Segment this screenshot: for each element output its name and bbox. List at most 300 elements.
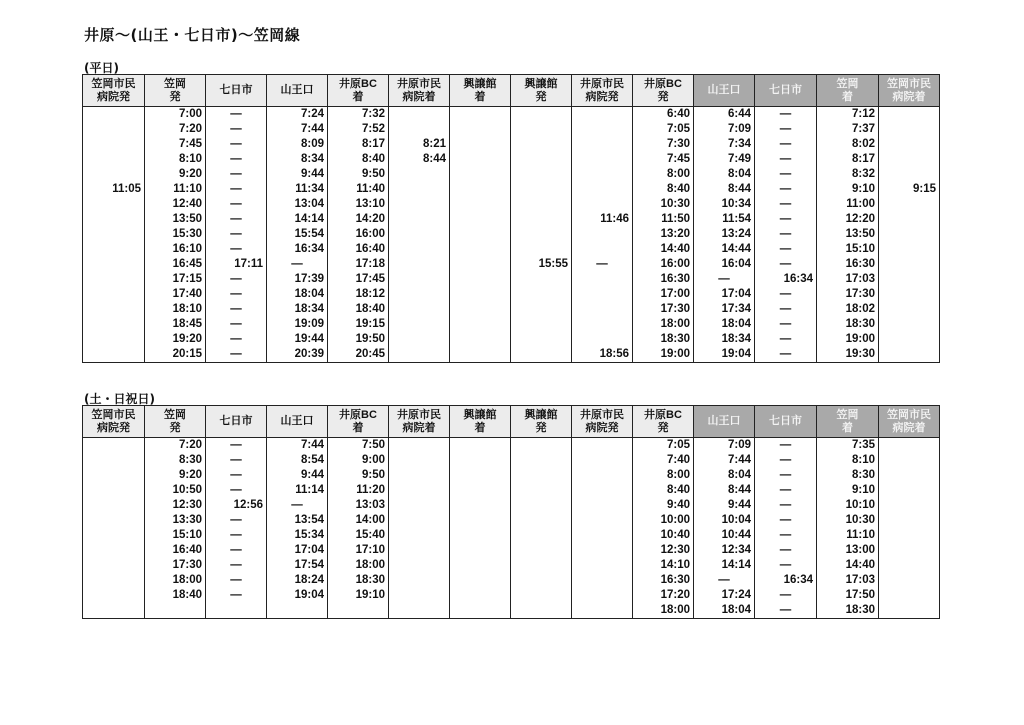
table-cell: 19:00	[817, 332, 879, 347]
table-cell	[572, 227, 633, 242]
table-cell	[450, 573, 511, 588]
column-header	[206, 406, 267, 438]
table-cell: 8:09	[267, 137, 328, 152]
table-cell	[450, 558, 511, 573]
table-cell	[389, 107, 450, 123]
column-header-line: 着	[842, 421, 853, 434]
table-cell: 17:10	[328, 543, 389, 558]
table-cell: 16:04	[694, 257, 755, 272]
table-cell: —	[755, 483, 817, 498]
table-cell: —	[206, 152, 267, 167]
table-cell: —	[206, 122, 267, 137]
table-cell: 18:34	[267, 302, 328, 317]
table-row	[83, 137, 940, 152]
table-cell: 17:15	[145, 272, 206, 287]
table-cell	[450, 152, 511, 167]
column-header	[145, 406, 206, 438]
table-cell: 15:30	[145, 227, 206, 242]
table-cell: 11:10	[145, 182, 206, 197]
table-cell	[450, 167, 511, 182]
table-cell	[511, 603, 572, 619]
table-cell	[879, 513, 940, 528]
table-cell: 7:05	[633, 438, 694, 454]
table-row	[83, 302, 940, 317]
table-row	[83, 122, 940, 137]
table-row	[83, 272, 940, 287]
table-cell: 7:45	[145, 137, 206, 152]
table-cell: 9:44	[267, 468, 328, 483]
table-cell: —	[755, 242, 817, 257]
table-cell	[83, 603, 145, 619]
table-cell	[511, 453, 572, 468]
table-cell: 18:04	[694, 317, 755, 332]
table-cell	[83, 588, 145, 603]
table-cell: 11:00	[817, 197, 879, 212]
table-cell	[83, 483, 145, 498]
table-row	[83, 573, 940, 588]
table-cell	[879, 558, 940, 573]
table-cell: 8:34	[267, 152, 328, 167]
table-cell: —	[267, 257, 328, 272]
table-cell	[572, 152, 633, 167]
table-cell: 17:39	[267, 272, 328, 287]
table-row	[83, 287, 940, 302]
table-cell	[511, 197, 572, 212]
table-cell	[389, 558, 450, 573]
table-cell	[879, 137, 940, 152]
table-cell	[450, 588, 511, 603]
table-cell: 18:00	[328, 558, 389, 573]
column-header-line: 発	[169, 421, 181, 434]
table-cell	[572, 167, 633, 182]
table-row	[83, 257, 940, 272]
table-cell: —	[206, 317, 267, 332]
column-header-line: 井原市民	[580, 77, 624, 90]
table-cell: 17:30	[633, 302, 694, 317]
table-cell: 17:04	[267, 543, 328, 558]
table-cell: 8:40	[328, 152, 389, 167]
column-header	[206, 75, 267, 107]
column-header	[572, 75, 633, 107]
header-row	[83, 406, 940, 438]
table-cell	[450, 302, 511, 317]
table-cell	[83, 167, 145, 182]
table-cell: 19:04	[694, 347, 755, 363]
table-cell: 14:20	[328, 212, 389, 227]
table-cell	[389, 347, 450, 363]
table-cell	[450, 227, 511, 242]
table-cell: 7:35	[817, 438, 879, 454]
table-cell: 7:44	[267, 438, 328, 454]
column-header	[572, 406, 633, 438]
table-cell: 7:45	[633, 152, 694, 167]
table-cell	[879, 317, 940, 332]
table-cell: —	[206, 528, 267, 543]
table-cell: 18:30	[817, 317, 879, 332]
table-cell: —	[755, 498, 817, 513]
table-cell: 10:04	[694, 513, 755, 528]
table-cell: 9:10	[817, 182, 879, 197]
table-cell	[450, 528, 511, 543]
table-cell	[572, 137, 633, 152]
table-cell: 11:46	[572, 212, 633, 227]
table-cell: —	[755, 588, 817, 603]
table-cell: 18:04	[267, 287, 328, 302]
table-cell: 18:12	[328, 287, 389, 302]
table-cell	[206, 603, 267, 619]
column-header-line: 七日市	[769, 84, 802, 96]
table-cell	[511, 167, 572, 182]
table-cell: 13:50	[817, 227, 879, 242]
column-header	[328, 75, 389, 107]
table-cell	[879, 302, 940, 317]
column-header	[633, 75, 694, 107]
column-header-line: 興譲館	[524, 408, 558, 421]
table-cell: 8:54	[267, 453, 328, 468]
table-cell: —	[755, 197, 817, 212]
table-cell	[450, 287, 511, 302]
table-cell: 11:10	[817, 528, 879, 543]
table-cell: —	[206, 287, 267, 302]
table-cell	[511, 182, 572, 197]
table-cell	[389, 227, 450, 242]
table-row	[83, 543, 940, 558]
table-row	[83, 603, 940, 619]
table-cell: —	[206, 483, 267, 498]
table-cell: —	[206, 167, 267, 182]
table-row	[83, 498, 940, 513]
table-cell	[389, 257, 450, 272]
column-header	[450, 75, 511, 107]
column-header-line: 七日市	[219, 415, 253, 427]
table-cell: 18:30	[633, 332, 694, 347]
table-cell: 13:00	[817, 543, 879, 558]
weekday-timetable	[82, 74, 940, 363]
table-cell: 20:15	[145, 347, 206, 363]
table-cell: 8:10	[145, 152, 206, 167]
table-cell	[83, 257, 145, 272]
table-cell	[879, 197, 940, 212]
table-cell	[511, 543, 572, 558]
table-cell	[389, 573, 450, 588]
table-cell: 17:50	[817, 588, 879, 603]
column-header-line: 山王口	[280, 415, 314, 427]
table-cell: 12:56	[206, 498, 267, 513]
table-cell	[83, 122, 145, 137]
table-cell	[389, 182, 450, 197]
table-cell	[879, 468, 940, 483]
table-cell	[511, 498, 572, 513]
table-cell	[511, 347, 572, 363]
table-cell: 7:52	[328, 122, 389, 137]
table-cell: —	[755, 528, 817, 543]
table-cell: 9:50	[328, 167, 389, 182]
column-header-line: 病院着	[402, 421, 436, 434]
column-header	[389, 406, 450, 438]
table-cell	[879, 257, 940, 272]
table-cell	[511, 152, 572, 167]
table-cell: 20:45	[328, 347, 389, 363]
table-cell: 13:10	[328, 197, 389, 212]
table-cell	[389, 197, 450, 212]
column-header-line: 着	[842, 90, 853, 103]
column-header-line: 笠岡市民	[887, 408, 931, 421]
column-header-line: 病院発	[97, 90, 130, 103]
table-cell	[572, 558, 633, 573]
table-cell	[450, 603, 511, 619]
table-cell: 14:14	[694, 558, 755, 573]
table-cell	[389, 468, 450, 483]
table-cell	[879, 107, 940, 123]
table-row	[83, 453, 940, 468]
table-cell	[879, 573, 940, 588]
table-cell: 18:40	[145, 588, 206, 603]
column-header-line: 興譲館	[524, 77, 558, 90]
table-cell	[450, 498, 511, 513]
table-cell	[572, 573, 633, 588]
column-header-line: 病院発	[97, 421, 130, 434]
table-cell: 15:10	[145, 528, 206, 543]
table-cell: 19:00	[633, 347, 694, 363]
column-header-line: 笠岡市民	[91, 77, 136, 90]
table-cell	[511, 468, 572, 483]
table-cell: 11:40	[328, 182, 389, 197]
table-cell: 11:20	[328, 483, 389, 498]
table-cell: 13:30	[145, 513, 206, 528]
table-cell: 17:30	[817, 287, 879, 302]
table-cell: 7:32	[328, 107, 389, 123]
table-cell: 8:17	[817, 152, 879, 167]
table-cell	[572, 197, 633, 212]
table-cell	[511, 483, 572, 498]
table-cell	[450, 453, 511, 468]
table-cell: 16:40	[328, 242, 389, 257]
table-cell	[83, 468, 145, 483]
table-cell: 16:30	[817, 257, 879, 272]
column-header-line: 病院着	[892, 90, 926, 103]
table-cell	[511, 227, 572, 242]
table-cell: 10:30	[633, 197, 694, 212]
table-cell: 7:24	[267, 107, 328, 123]
table-cell: 11:05	[83, 182, 145, 197]
column-header	[328, 406, 389, 438]
table-cell	[450, 513, 511, 528]
table-cell	[267, 603, 328, 619]
column-header	[450, 406, 511, 438]
table-cell	[511, 513, 572, 528]
table-cell	[450, 242, 511, 257]
column-header-line: 発	[535, 421, 547, 434]
table-row	[83, 438, 940, 454]
table-cell	[389, 302, 450, 317]
column-header	[633, 406, 694, 438]
table-cell: 8:30	[145, 453, 206, 468]
table-cell	[879, 272, 940, 287]
table-cell: 13:50	[145, 212, 206, 227]
table-cell: 15:10	[817, 242, 879, 257]
table-row	[83, 182, 940, 197]
table-cell: 19:15	[328, 317, 389, 332]
table-cell: —	[755, 468, 817, 483]
table-cell: —	[694, 272, 755, 287]
table-cell: 13:54	[267, 513, 328, 528]
table-cell	[145, 603, 206, 619]
table-cell: 19:04	[267, 588, 328, 603]
table-row	[83, 332, 940, 347]
table-cell: 9:50	[328, 468, 389, 483]
table-cell	[572, 182, 633, 197]
table-cell: 10:50	[145, 483, 206, 498]
table-row	[83, 152, 940, 167]
table-cell	[83, 152, 145, 167]
table-cell: 16:34	[755, 272, 817, 287]
table-cell: 17:03	[817, 272, 879, 287]
table-cell	[83, 513, 145, 528]
table-row	[83, 107, 940, 123]
holiday-timetable	[82, 405, 940, 619]
column-header	[511, 75, 572, 107]
table-cell	[511, 272, 572, 287]
table-cell	[879, 227, 940, 242]
column-header-line: 着	[474, 421, 486, 434]
table-cell: 18:30	[817, 603, 879, 619]
table-cell: —	[206, 558, 267, 573]
table-row	[83, 558, 940, 573]
table-cell: 7:34	[694, 137, 755, 152]
table-cell: 14:14	[267, 212, 328, 227]
table-cell: 12:20	[817, 212, 879, 227]
table-cell: 18:02	[817, 302, 879, 317]
table-cell	[450, 122, 511, 137]
table-cell	[83, 332, 145, 347]
table-cell	[389, 242, 450, 257]
table-cell	[879, 122, 940, 137]
table-cell: 12:40	[145, 197, 206, 212]
table-cell	[83, 543, 145, 558]
table-cell	[83, 212, 145, 227]
table-cell: 16:30	[633, 573, 694, 588]
table-cell: 16:10	[145, 242, 206, 257]
table-cell	[572, 498, 633, 513]
table-cell	[83, 528, 145, 543]
table-cell: —	[206, 242, 267, 257]
table-cell	[83, 287, 145, 302]
table-cell	[879, 453, 940, 468]
table-row	[83, 167, 940, 182]
table-cell	[83, 107, 145, 123]
table-cell: 15:55	[511, 257, 572, 272]
table-cell: 7:37	[817, 122, 879, 137]
column-header-line: 着	[352, 421, 364, 434]
table-cell	[572, 242, 633, 257]
table-cell: 11:14	[267, 483, 328, 498]
table-cell: 11:50	[633, 212, 694, 227]
table-cell: 9:00	[328, 453, 389, 468]
table-cell: 7:44	[267, 122, 328, 137]
column-header-line: 井原市民	[397, 408, 441, 421]
table-cell	[572, 107, 633, 123]
table-cell	[83, 242, 145, 257]
table-cell	[450, 438, 511, 454]
table-cell: 18:00	[633, 603, 694, 619]
table-cell: 8:44	[389, 152, 450, 167]
table-cell	[511, 558, 572, 573]
table-cell: —	[206, 332, 267, 347]
column-header-line: 興譲館	[463, 77, 497, 90]
table-cell: 10:44	[694, 528, 755, 543]
table-cell: —	[755, 317, 817, 332]
table-cell: 9:10	[817, 483, 879, 498]
column-header	[83, 75, 145, 107]
table-cell	[879, 588, 940, 603]
table-cell: 7:49	[694, 152, 755, 167]
table-cell	[389, 513, 450, 528]
table-cell: 9:44	[694, 498, 755, 513]
column-header-line: 発	[535, 90, 547, 103]
table-cell	[572, 603, 633, 619]
column-header	[755, 406, 817, 438]
table-cell: 8:04	[694, 167, 755, 182]
table-cell: —	[267, 498, 328, 513]
table-cell: 14:44	[694, 242, 755, 257]
table-cell	[879, 543, 940, 558]
table-cell	[511, 212, 572, 227]
table-cell: 19:09	[267, 317, 328, 332]
column-header-line: 病院着	[892, 421, 926, 434]
table-cell	[879, 347, 940, 363]
table-cell: —	[755, 137, 817, 152]
table-cell	[511, 242, 572, 257]
table-cell	[572, 468, 633, 483]
column-header	[694, 75, 755, 107]
table-cell: 17:54	[267, 558, 328, 573]
table-cell	[83, 438, 145, 454]
table-cell	[572, 483, 633, 498]
table-cell: 9:20	[145, 468, 206, 483]
table-cell	[450, 257, 511, 272]
table-cell: 19:10	[328, 588, 389, 603]
table-cell: 8:44	[694, 483, 755, 498]
column-header-line: 山王口	[707, 415, 741, 427]
table-cell: —	[755, 152, 817, 167]
table-row	[83, 528, 940, 543]
table-cell: —	[206, 543, 267, 558]
table-cell: 16:45	[145, 257, 206, 272]
table-cell	[511, 122, 572, 137]
table-row	[83, 588, 940, 603]
table-cell: 8:44	[694, 182, 755, 197]
table-cell: —	[755, 438, 817, 454]
table-cell: 17:34	[694, 302, 755, 317]
column-header	[267, 75, 328, 107]
column-header-line: 着	[352, 90, 364, 103]
table-cell	[83, 302, 145, 317]
table-cell	[389, 528, 450, 543]
table-cell: 16:00	[633, 257, 694, 272]
table-cell	[572, 438, 633, 454]
column-header-line: 七日市	[219, 84, 253, 96]
table-cell: —	[755, 257, 817, 272]
table-cell: 6:44	[694, 107, 755, 123]
table-cell: 11:34	[267, 182, 328, 197]
table-cell	[83, 227, 145, 242]
column-header-line: 笠岡	[836, 77, 859, 90]
table-cell: 7:30	[633, 137, 694, 152]
table-cell	[450, 483, 511, 498]
table-cell	[450, 543, 511, 558]
table-cell: —	[755, 558, 817, 573]
table-cell	[879, 152, 940, 167]
